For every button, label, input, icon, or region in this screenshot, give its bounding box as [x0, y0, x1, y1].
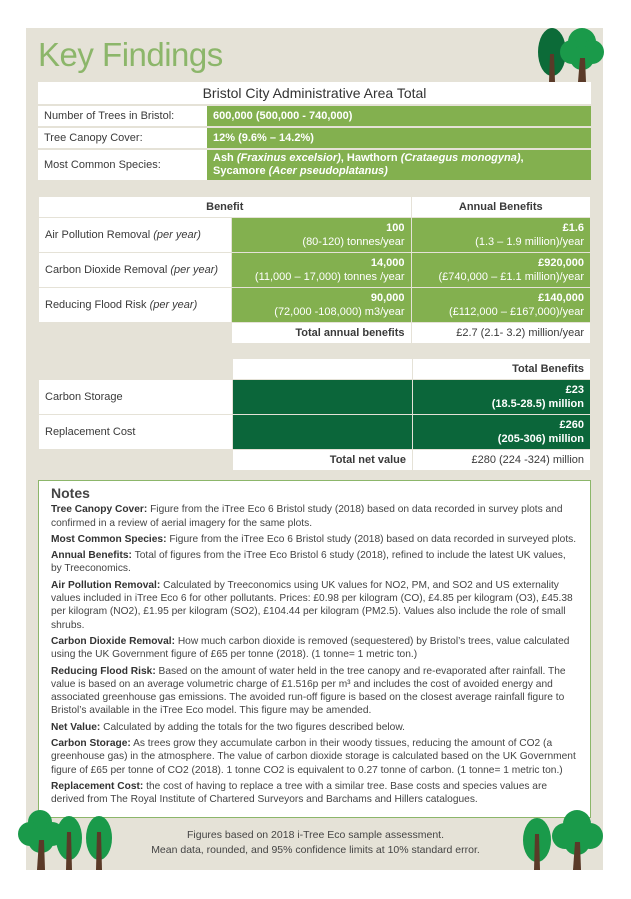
row-label: Tree Canopy Cover:: [38, 127, 207, 149]
total-net-label: Total net value: [233, 450, 413, 471]
tree-cluster-top-right-icon: [530, 18, 610, 82]
separator: ,: [340, 152, 347, 164]
footer-line-1: Figures based on 2018 i-Tree Eco sample assessment.: [187, 829, 444, 841]
footer-note: [0, 828, 631, 858]
page-title: Key Findings: [38, 36, 223, 73]
value-cell: £140,000 (£112,000 – £167,000)/year: [411, 288, 590, 323]
notes-heading: Notes: [51, 485, 90, 501]
row-label: Replacement Cost: [39, 415, 233, 450]
total-benefits-header: Total Benefits: [413, 359, 591, 380]
note-item: Air Pollution Removal: Calculated by Treeconomics using UK values for NO2, PM, and SO2 and US externality values included in iTree Eco 6 for other pollutants. Prices: £0.98 per kilogram (CO), £4.85 per kilogram (O3), £45.38 per kilogram (NO2), £1.95 per kilogram (SO2), £104.44 per kilogram (PM2.5). Values also include the role of small shrubs.: [51, 579, 573, 631]
row-label: Reducing Flood Risk (per year): [39, 288, 232, 323]
amount-cell: 100 (80-120) tonnes/year: [232, 218, 411, 253]
empty-header-cell: [233, 359, 413, 380]
dark-filler-cell: [233, 415, 413, 450]
note-item: Replacement Cost: the cost of having to replace a tree with a similar tree. Base costs and species values are derived from The Royal Institute of Chartered Surveyors and Barchams and Hillers catalogues.: [51, 780, 548, 806]
row-label: Carbon Dioxide Removal (per year): [39, 253, 232, 288]
tree-round-icon: [560, 28, 604, 82]
total-annual-value: £2.7 (2.1- 3.2) million/year: [411, 323, 590, 344]
footer-line-2: Mean data, rounded, and 95% confidence limits at 10% standard error.: [151, 844, 480, 856]
note-item: Reducing Flood Risk: Based on the amount of water held in the tree canopy and re-evaporated after rainfall. The value is based on an average volumetric charge of £1.516p per m³ and includes the cost of avoided energy and associated greenhouse gas emissions. The avoided run-off figure is based on the closest average rainfall figure to Bristol’s available in the iTree Eco model. This figure may be amended.: [51, 665, 566, 717]
row-label: Carbon Storage: [39, 380, 233, 415]
table-row: [38, 149, 591, 181]
total-benefits-table: [38, 358, 591, 471]
row-label: Number of Trees in Bristol:: [38, 105, 207, 127]
annual-benefits-table: [38, 196, 591, 344]
note-item: Tree Canopy Cover: Figure from the iTree Eco 6 Bristol study (2018) based on data recorded in survey plots and confirmed in a review of aerial imagery for the same plots.: [51, 504, 563, 529]
table-row: [39, 253, 591, 288]
species-name: Hawthorn: [346, 152, 398, 164]
amount-cell: 90,000 (72,000 -108,000) m3/year: [232, 288, 411, 323]
note-item: Annual Benefits: Total of figures from the iTree Eco Bristol 6 study (2018), refined to include the latest UK values, by Treeconomics.: [51, 550, 566, 575]
total-net-value: £280 (224 -324) million: [413, 450, 591, 471]
row-value: 12% (9.6% – 14.2%): [207, 127, 591, 149]
species-name: Ash: [213, 152, 234, 164]
amount-cell: 14,000 (11,000 – 17,000) tonnes /year: [232, 253, 411, 288]
note-item: Most Common Species: Figure from the iTree Eco 6 Bristol study (2018) based on data recorded in surveyed plots.: [51, 533, 577, 545]
species-latin: (Crataegus monogyna): [400, 152, 521, 164]
summary-heading: Bristol City Administrative Area Total: [38, 82, 591, 105]
separator: ,: [520, 152, 524, 164]
total-annual-label: Total annual benefits: [232, 323, 411, 344]
species-latin: (Acer pseudoplatanus): [268, 165, 388, 177]
dark-filler-cell: [233, 380, 413, 415]
table-row: [39, 288, 591, 323]
summary-table: [38, 82, 591, 182]
note-item: Carbon Storage: As trees grow they accumulate carbon in their woody tissues, reducing the amount of CO2 (a greenhouse gas) in the atmosphere. The value of carbon dioxide storage is calculated based on the UK Government figure of £65 per tonne of CO2 (2018). 1 tonne CO2 is equivalent to 0.27 tonne of carbon. (1 tonne= 1 metric ton.): [51, 738, 576, 776]
annual-benefits-header: Annual Benefits: [411, 197, 590, 218]
species-name: Sycamore: [213, 165, 266, 177]
value-cell: £23 (18.5-28.5) million: [413, 380, 591, 415]
table-row: [39, 218, 591, 253]
note-item: Net Value: Calculated by adding the totals for the two figures described below.: [51, 721, 405, 733]
table-row: [39, 415, 591, 450]
row-label: Most Common Species:: [38, 149, 207, 181]
empty-cell: [39, 359, 233, 380]
value-cell: £1.6 (1.3 – 1.9 million)/year: [411, 218, 590, 253]
table-row: [38, 105, 591, 127]
species-value: [207, 149, 591, 181]
table-row: [38, 127, 591, 149]
row-label: Air Pollution Removal (per year): [39, 218, 232, 253]
empty-cell: [39, 323, 232, 344]
row-value: 600,000 (500,000 - 740,000): [207, 105, 591, 127]
notes-box: [38, 480, 591, 818]
value-cell: £920,000 (£740,000 – £1.1 million)/year: [411, 253, 590, 288]
empty-cell: [39, 450, 233, 471]
species-latin: (Fraxinus excelsior): [236, 152, 341, 164]
benefit-header: Benefit: [39, 197, 412, 218]
table-row: [39, 380, 591, 415]
note-item: Carbon Dioxide Removal: How much carbon dioxide is removed (sequestered) by Bristol’s trees, value calculated using the UK Government figure of £65 per tonne (2018). (1 tonne= 1 metric ton.): [51, 635, 570, 661]
value-cell: £260 (205-306) million: [413, 415, 591, 450]
